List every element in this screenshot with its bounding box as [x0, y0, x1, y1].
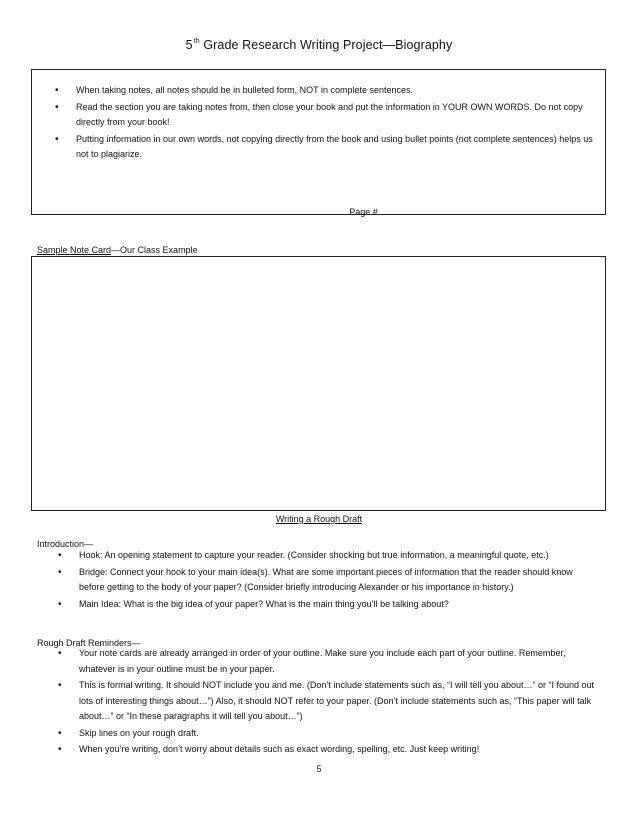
- list-item: • Read the section you are taking notes from, then close your book and put the information in YOUR OWN WORDS. Do not copy directly from your book!: [55, 100, 600, 131]
- sample-note-card-rest: —Our Class Example: [111, 245, 198, 255]
- note-taking-bullets: [55, 83, 600, 164]
- sample-note-card-link: Sample Note Card: [37, 245, 112, 255]
- list-item: • When taking notes, all notes should be in bulleted form, NOT in complete sentences.: [55, 83, 600, 99]
- page-number-label: Page #: [349, 207, 378, 217]
- list-item: • Your note cards are already arranged in order of your outline. Make sure you include each part of your outline. Remember, whatever is in your outline must be in your paper.: [58, 646, 598, 677]
- title-superscript: th: [193, 38, 200, 45]
- reminders-heading: Rough Draft Reminders—: [37, 638, 141, 648]
- rough-draft-title: Writing a Rough Draft: [275, 514, 363, 524]
- reminders-bullets: [58, 646, 598, 759]
- list-item: • Hook: An opening statement to capture your reader. (Consider shocking but true information, a meaningful quote, etc.): [58, 548, 598, 564]
- note-taking-box: [31, 69, 606, 215]
- list-item: • Bridge: Connect your hook to your main idea(s). What are some important pieces of information that the reader should know before getting to the body of your paper? (Consider briefly introducing Alexander or his importance in history.): [58, 565, 598, 596]
- sample-note-card-heading: [37, 245, 198, 256]
- page-title: [0, 38, 638, 52]
- introduction-bullets: [58, 548, 598, 613]
- list-item: • Putting information in our own words, not copying directly from the book and using bullet points (not complete sentences) helps us not to plagiarize.: [55, 132, 600, 163]
- list-item: • When you’re writing, don’t worry about details such as exact wording, spelling, etc. Just keep writing!: [58, 742, 598, 758]
- title-text: Grade Research Writing Project—Biography: [199, 38, 453, 52]
- list-item: • This is formal writing. It should NOT include you and me. (Don’t include statements such as, “I will tell you about…” or “I found out lots of interesting things about…”) Also, it should NOT refer to your paper. (Don’t include statements such as, “This paper will talk about…” or “In these paragraphs it will tell you about…”): [58, 678, 598, 725]
- page-number: 5: [316, 764, 322, 774]
- sample-note-card-box: [31, 256, 606, 511]
- list-item: • Skip lines on your rough draft.: [58, 726, 598, 742]
- title-grade-number: 5: [185, 38, 193, 52]
- list-item: • Main Idea: What is the big idea of your paper? What is the main thing you’ll be talking about?: [58, 597, 598, 613]
- introduction-heading: Introduction—: [37, 539, 94, 549]
